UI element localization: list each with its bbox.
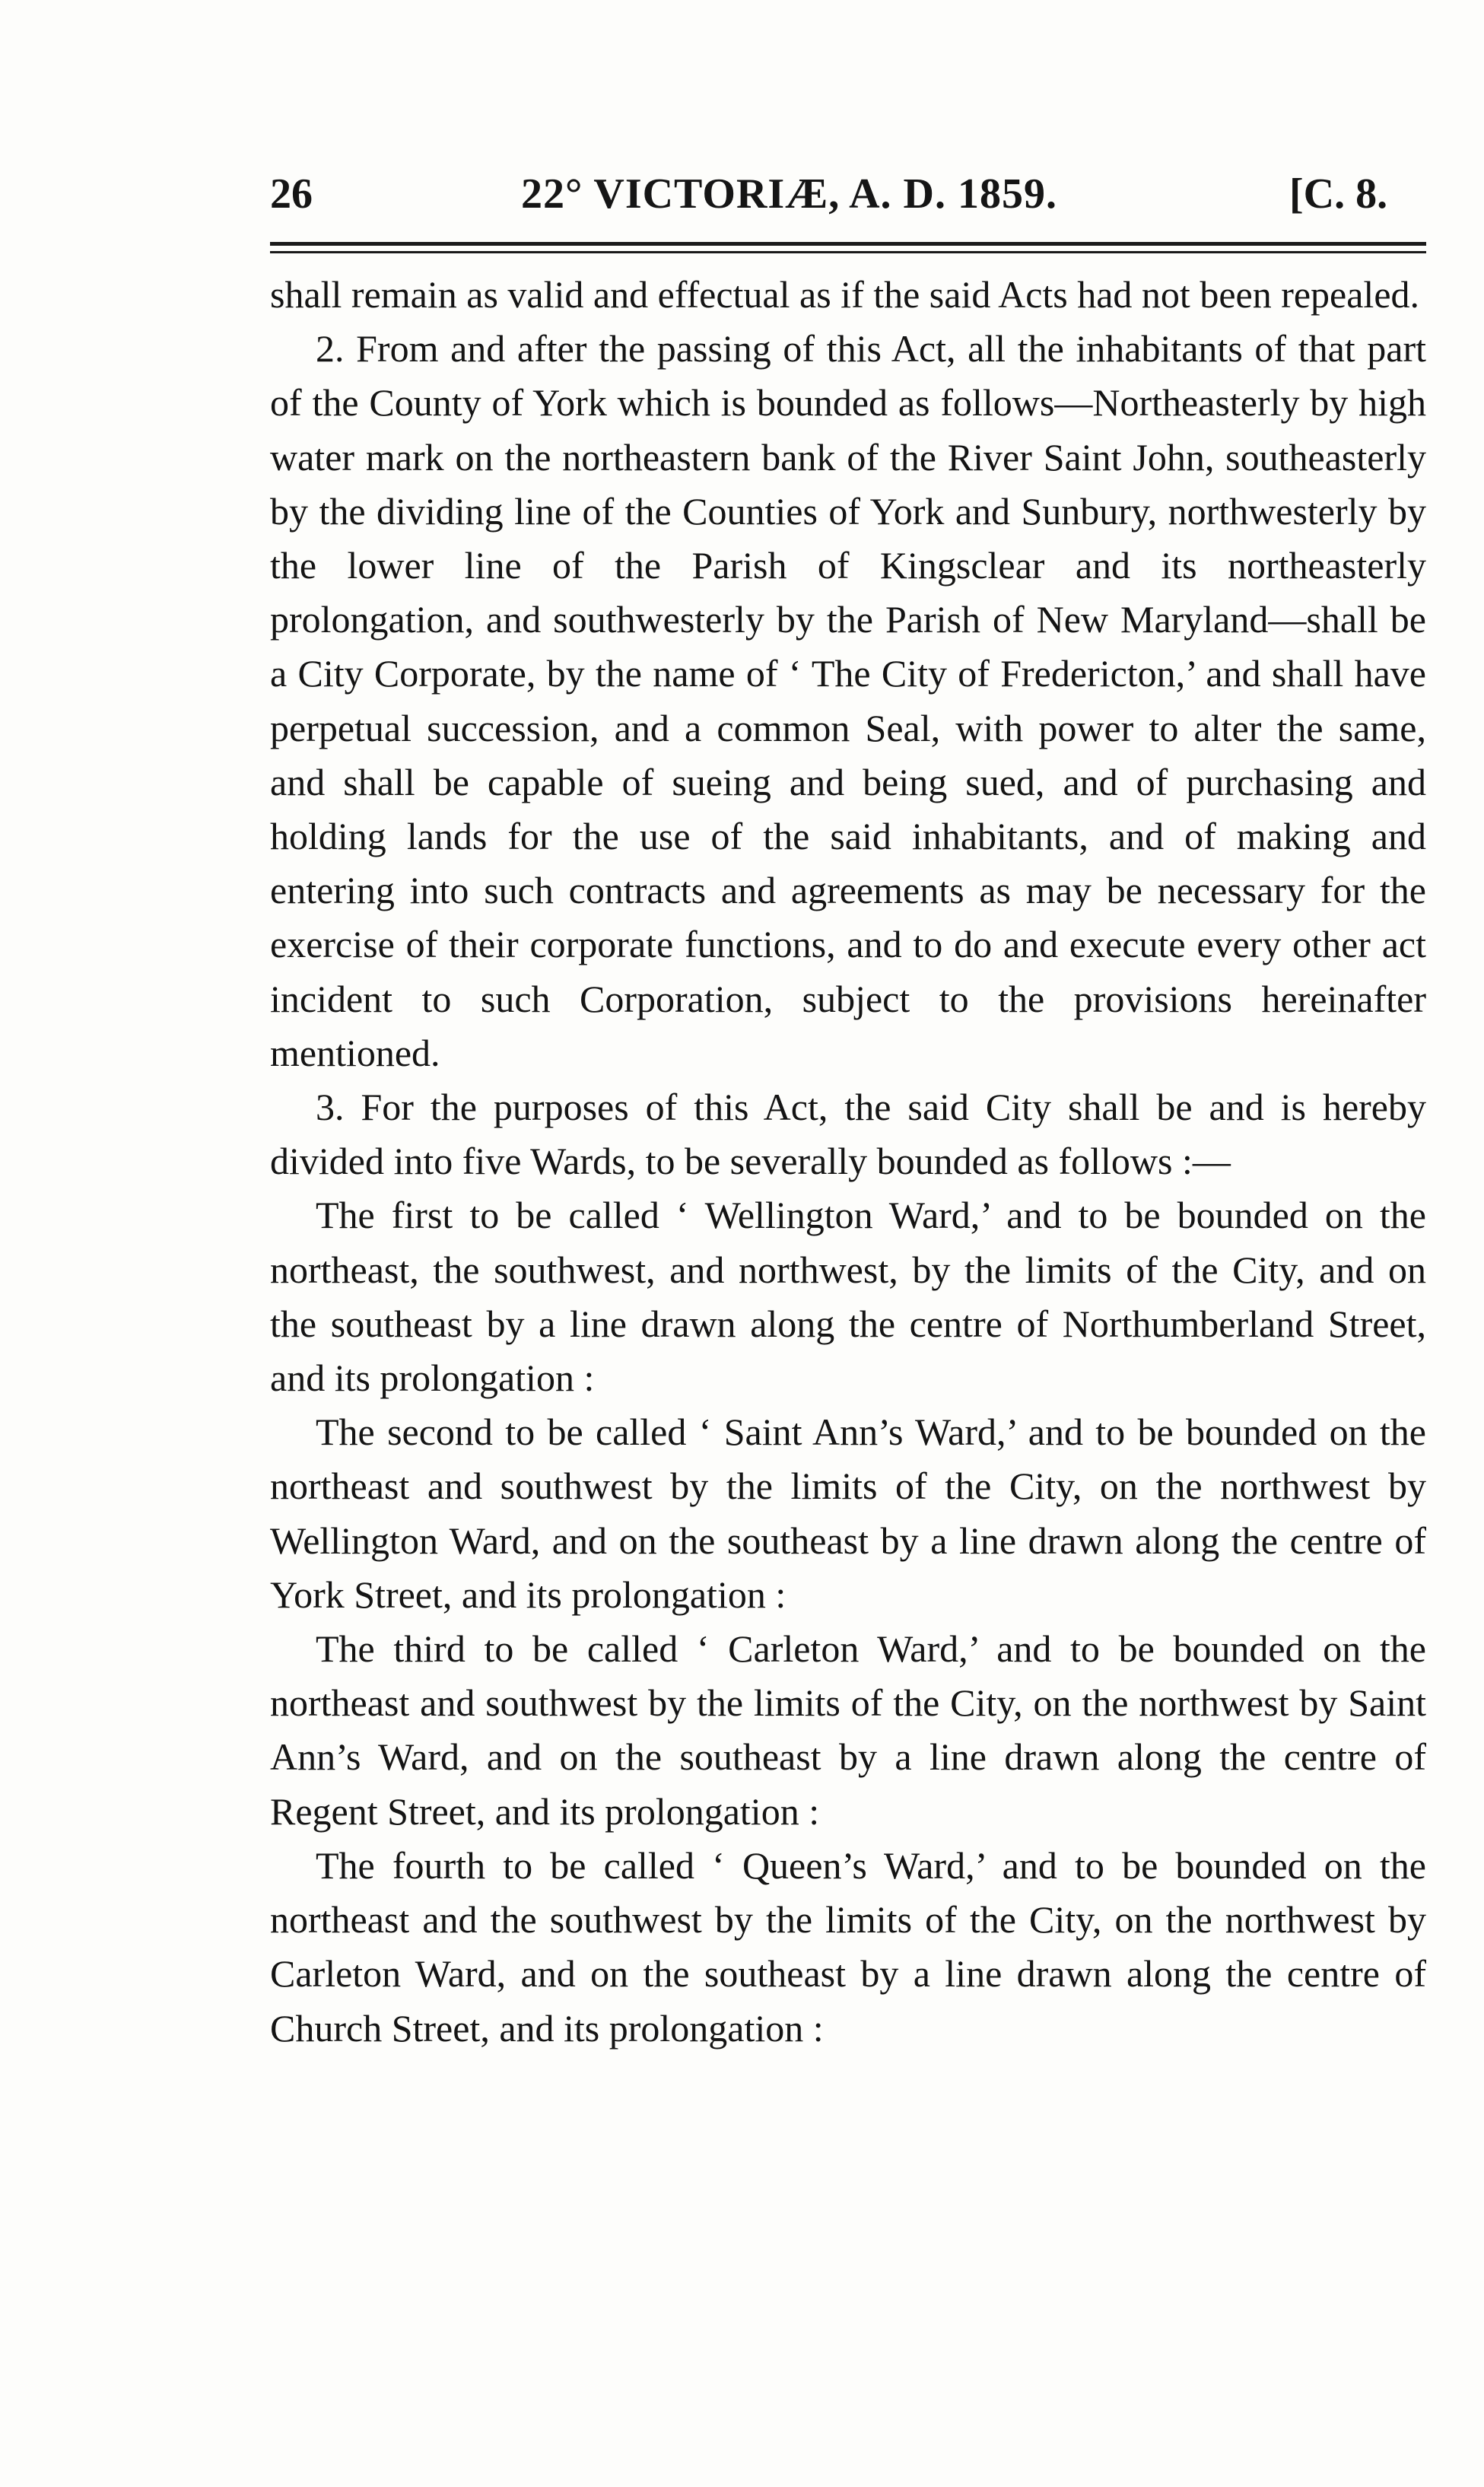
paragraph-section-3: 3. For the purposes of this Act, the said City shall be and is hereby divided into five Wards, to be severally bounded as follows :—	[270, 1086, 1426, 1183]
paragraph-wellington-ward: The first to be called ‘ Wellington Ward,’ and to be bounded on the northeast, the southwest, and northwest, by the limits of the City, and on the southeast by a line drawn along the centre of Northumberland Street, and its prolongation :	[270, 1194, 1426, 1400]
paragraph-continuation: shall remain as valid and effectual as if the said Acts had not been repealed.	[270, 273, 1420, 316]
header-rule-thin	[270, 251, 1426, 253]
paragraph-section-2: 2. From and after the passing of this Act, all the inhabitants of that part of the County of York which is bounded as follows—Northeasterly by high water mark on the northeastern bank of the River Saint John, southeasterly by the dividing line of the Counties of York and Sunbury, northwesterly by the lower line of the Parish of Kingsclear and its northeasterly prolongation, and southwesterly by the Parish of New Maryland—shall be a City Corporate, by the name of ‘ The City of Fredericton,’ and shall have perpetual succession, and a common Seal, with power to alter the same, and shall be capable of sueing and being sued, and of purchasing and holding lands for the use of the said inhabitants, and of making and entering into such contracts and agreements as may be necessary for the exercise of their corporate functions, and to do and execute every other act incident to such Corporation, subject to the provisions hereinafter mentioned.	[270, 327, 1426, 1074]
page-number: 26	[270, 170, 313, 218]
header-rule-thick	[270, 242, 1426, 246]
paragraph-saint-anns-ward: The second to be called ‘ Saint Ann’s Ward,’ and to be bounded on the northeast and southwest by the limits of the City, on the northwest by Wellington Ward, and on the southeast by a line drawn along the centre of York Street, and its prolongation :	[270, 1410, 1426, 1616]
paragraph-carleton-ward: The third to be called ‘ Carleton Ward,’ and to be bounded on the northeast and southwest by the limits of the City, on the northwest by Saint Ann’s Ward, and on the southeast by a line drawn along the centre of Regent Street, and its prolongation :	[270, 1627, 1426, 1833]
body-text	[270, 268, 1426, 2056]
chapter-reference: [C. 8.	[1289, 170, 1388, 218]
running-header	[270, 167, 1426, 221]
running-title: 22° VICTORIÆ, A. D. 1859.	[521, 170, 1057, 218]
paragraph-queens-ward: The fourth to be called ‘ Queen’s Ward,’ and to be bounded on the northeast and the southwest by the limits of the City, on the northwest by Carleton Ward, and on the southeast by a line drawn along the centre of Church Street, and its prolongation :	[270, 1843, 1426, 2050]
